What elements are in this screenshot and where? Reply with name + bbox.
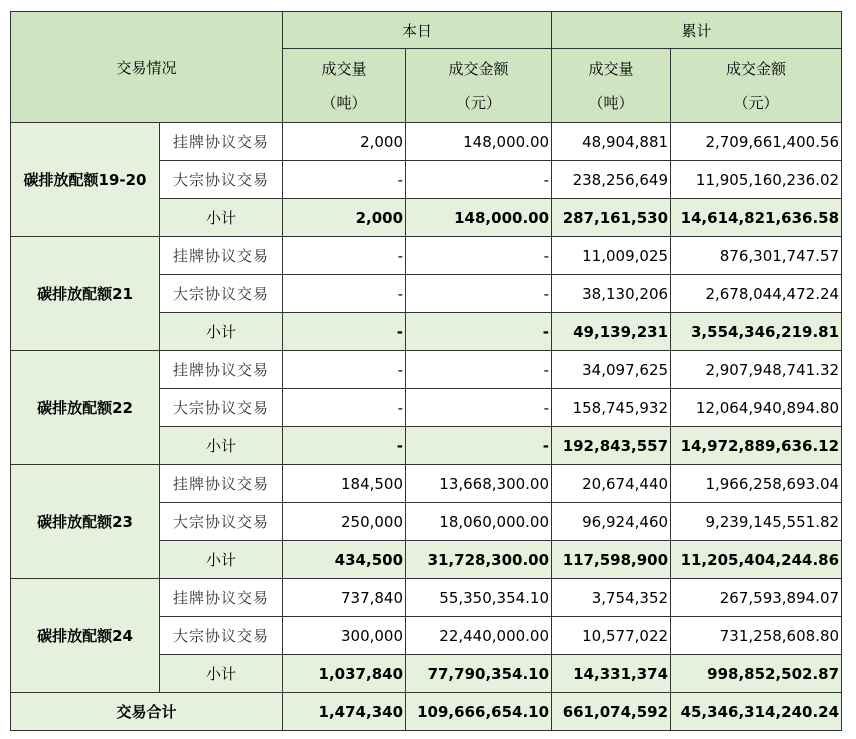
day-volume-cell: 300,000	[283, 617, 406, 655]
day-volume-cell: -	[283, 427, 406, 465]
day-amount-cell: 13,668,300.00	[406, 465, 552, 503]
today-header: 本日	[283, 12, 552, 49]
cumulative-volume-cell: 117,598,900	[552, 541, 671, 579]
amount-unit: （元）	[733, 93, 779, 112]
day-volume-cell: -	[283, 237, 406, 275]
cumulative-amount-cell: 998,852,502.87	[671, 655, 842, 693]
cumulative-volume-cell: 238,256,649	[552, 161, 671, 199]
trade-type-label: 挂牌协议交易	[160, 123, 283, 161]
subtotal-label: 小计	[160, 655, 283, 693]
trade-summary-table	[10, 11, 842, 731]
cumulative-amount-cell: 11,205,404,244.86	[671, 541, 842, 579]
day-amount-cell: 77,790,354.10	[406, 655, 552, 693]
cumulative-amount-cell: 12,064,940,894.80	[671, 389, 842, 427]
subtotal-label: 小计	[160, 541, 283, 579]
amount-unit: （元）	[456, 93, 502, 112]
day-volume-cell: -	[283, 389, 406, 427]
total-day-amount: 109,666,654.10	[406, 693, 552, 731]
table-row	[11, 123, 842, 161]
table-row	[11, 237, 842, 275]
day-volume-cell: -	[283, 351, 406, 389]
table-row	[11, 351, 842, 389]
cumulative-volume-cell: 38,130,206	[552, 275, 671, 313]
day-volume-cell: 250,000	[283, 503, 406, 541]
total-label: 交易合计	[11, 693, 283, 731]
subtotal-label: 小计	[160, 427, 283, 465]
cumulative-amount-header	[671, 49, 842, 123]
cumulative-amount-cell: 11,905,160,236.02	[671, 161, 842, 199]
cumulative-volume-cell: 96,924,460	[552, 503, 671, 541]
day-amount-cell: -	[406, 351, 552, 389]
group-label: 碳排放配额24	[11, 579, 160, 693]
amount-label: 成交金额	[726, 59, 787, 78]
header-row-1	[11, 12, 842, 49]
table-row	[11, 579, 842, 617]
cumulative-volume-cell: 158,745,932	[552, 389, 671, 427]
day-amount-cell: 55,350,354.10	[406, 579, 552, 617]
row-label-header: 交易情况	[11, 12, 283, 123]
group-label: 碳排放配额22	[11, 351, 160, 465]
trade-type-label: 大宗协议交易	[160, 617, 283, 655]
day-amount-cell: -	[406, 313, 552, 351]
cumulative-volume-header	[552, 49, 671, 123]
day-volume-cell: 2,000	[283, 123, 406, 161]
trade-type-label: 大宗协议交易	[160, 275, 283, 313]
volume-unit: （吨）	[588, 93, 634, 112]
cumulative-amount-cell: 3,554,346,219.81	[671, 313, 842, 351]
volume-label: 成交量	[588, 59, 634, 78]
total-cumulative-amount: 45,346,314,240.24	[671, 693, 842, 731]
day-amount-cell: -	[406, 427, 552, 465]
group-label: 碳排放配额19-20	[11, 123, 160, 237]
trade-type-label: 大宗协议交易	[160, 503, 283, 541]
cumulative-volume-cell: 192,843,557	[552, 427, 671, 465]
subtotal-label: 小计	[160, 313, 283, 351]
table-row	[11, 465, 842, 503]
cumulative-volume-cell: 20,674,440	[552, 465, 671, 503]
trade-type-label: 挂牌协议交易	[160, 465, 283, 503]
cumulative-header: 累计	[552, 12, 842, 49]
day-amount-cell: 148,000.00	[406, 199, 552, 237]
cumulative-volume-cell: 3,754,352	[552, 579, 671, 617]
day-amount-cell: 22,440,000.00	[406, 617, 552, 655]
day-amount-cell: 31,728,300.00	[406, 541, 552, 579]
amount-label: 成交金额	[448, 59, 509, 78]
day-volume-cell: 1,037,840	[283, 655, 406, 693]
cumulative-amount-cell: 267,593,894.07	[671, 579, 842, 617]
today-volume-header	[283, 49, 406, 123]
day-volume-cell: -	[283, 161, 406, 199]
cumulative-amount-cell: 2,678,044,472.24	[671, 275, 842, 313]
trade-type-label: 挂牌协议交易	[160, 237, 283, 275]
cumulative-volume-cell: 48,904,881	[552, 123, 671, 161]
day-amount-cell: -	[406, 275, 552, 313]
cumulative-amount-cell: 2,709,661,400.56	[671, 123, 842, 161]
day-volume-cell: 737,840	[283, 579, 406, 617]
trade-type-label: 大宗协议交易	[160, 161, 283, 199]
volume-unit: （吨）	[321, 93, 367, 112]
cumulative-amount-cell: 731,258,608.80	[671, 617, 842, 655]
trade-type-label: 挂牌协议交易	[160, 351, 283, 389]
total-row	[11, 693, 842, 731]
trade-type-label: 挂牌协议交易	[160, 579, 283, 617]
cumulative-volume-cell: 287,161,530	[552, 199, 671, 237]
cumulative-volume-cell: 49,139,231	[552, 313, 671, 351]
day-amount-cell: -	[406, 161, 552, 199]
day-amount-cell: 148,000.00	[406, 123, 552, 161]
cumulative-amount-cell: 1,966,258,693.04	[671, 465, 842, 503]
day-volume-cell: 2,000	[283, 199, 406, 237]
day-amount-cell: -	[406, 237, 552, 275]
day-amount-cell: 18,060,000.00	[406, 503, 552, 541]
day-volume-cell: -	[283, 313, 406, 351]
cumulative-amount-cell: 9,239,145,551.82	[671, 503, 842, 541]
cumulative-volume-cell: 11,009,025	[552, 237, 671, 275]
subtotal-label: 小计	[160, 199, 283, 237]
day-amount-cell: -	[406, 389, 552, 427]
today-amount-header	[406, 49, 552, 123]
cumulative-amount-cell: 14,614,821,636.58	[671, 199, 842, 237]
total-day-volume: 1,474,340	[283, 693, 406, 731]
cumulative-amount-cell: 14,972,889,636.12	[671, 427, 842, 465]
day-volume-cell: 434,500	[283, 541, 406, 579]
total-cumulative-volume: 661,074,592	[552, 693, 671, 731]
cumulative-amount-cell: 2,907,948,741.32	[671, 351, 842, 389]
volume-label: 成交量	[321, 59, 367, 78]
cumulative-volume-cell: 34,097,625	[552, 351, 671, 389]
group-label: 碳排放配额23	[11, 465, 160, 579]
cumulative-amount-cell: 876,301,747.57	[671, 237, 842, 275]
group-label: 碳排放配额21	[11, 237, 160, 351]
trade-type-label: 大宗协议交易	[160, 389, 283, 427]
day-volume-cell: 184,500	[283, 465, 406, 503]
cumulative-volume-cell: 10,577,022	[552, 617, 671, 655]
day-volume-cell: -	[283, 275, 406, 313]
table-body	[11, 12, 842, 731]
cumulative-volume-cell: 14,331,374	[552, 655, 671, 693]
